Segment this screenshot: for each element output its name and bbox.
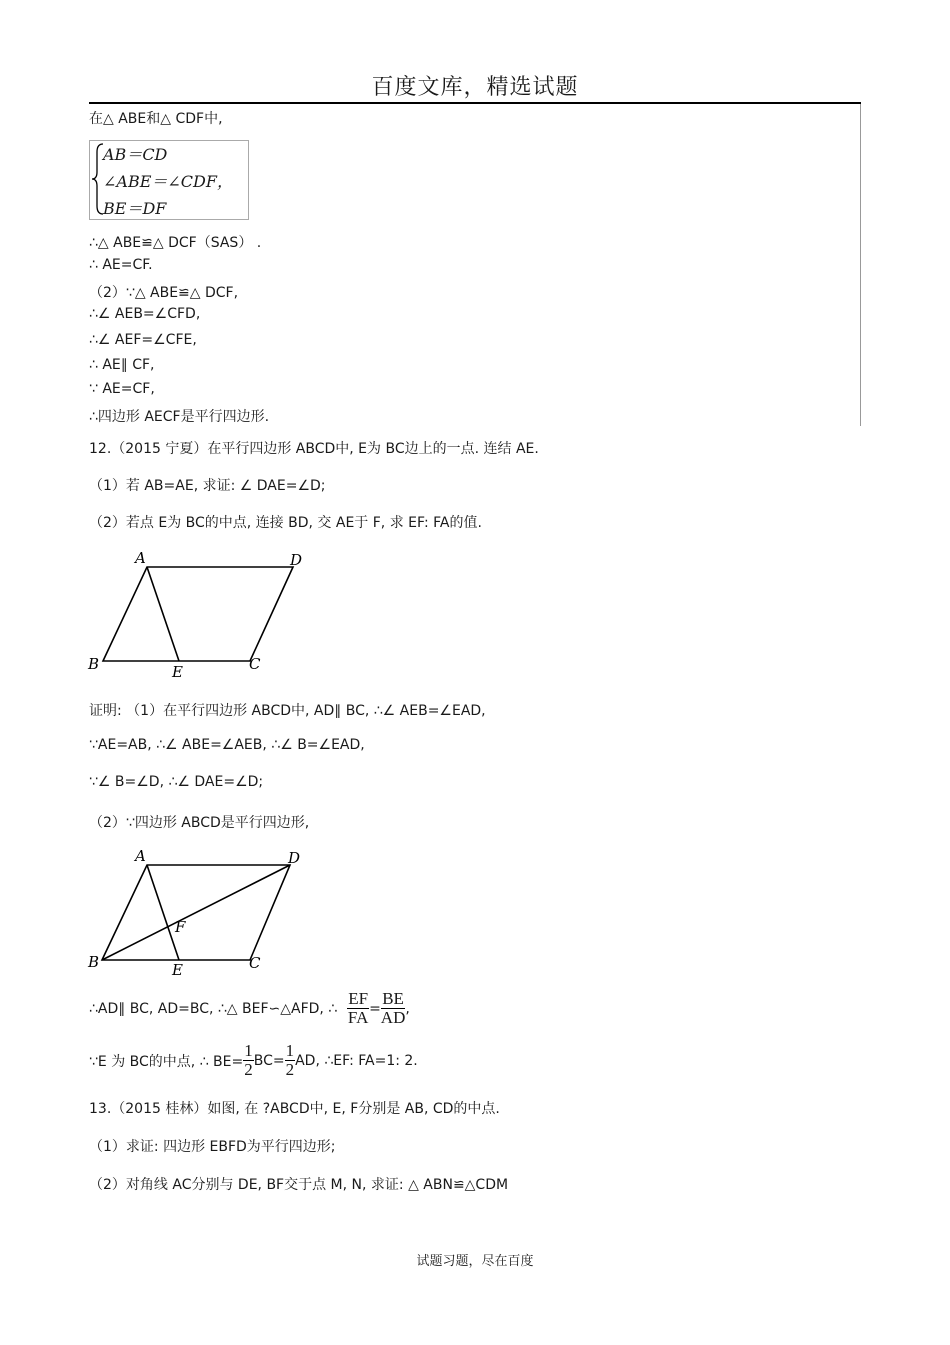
q12-stem: 12.（2015 宁夏）在平行四边形 ABCD中, E为 BC边上的一点. 连结 AE. xyxy=(89,441,539,457)
system-equation-1: AB＝CD xyxy=(103,145,168,164)
label-a: A xyxy=(135,847,146,865)
label-b: B xyxy=(88,953,100,971)
q12-solution-3: ∵∠ B=∠D, ∴∠ DAE=∠D; xyxy=(89,774,264,790)
q12-part-1: （1）若 AB=AE, 求证: ∠ DAE=∠D; xyxy=(89,478,326,494)
proof-line-5: ∴∠ AEF=∠CFE, xyxy=(89,332,197,348)
q13-part-2: （2）对角线 AC分别与 DE, BF交于点 M, N, 求证: △ ABN≌△CDM xyxy=(89,1177,509,1193)
q12-part-2: （2）若点 E为 BC的中点, 连接 BD, 交 AE于 F, 求 EF: FA的值. xyxy=(89,515,482,531)
parallelogram-abcd xyxy=(103,567,293,661)
page-footer: 试题习题，尽在百度 xyxy=(416,1254,534,1269)
page-header-title: 百度文库，精选试题 xyxy=(371,75,579,100)
q12-solution-1: 证明: （1）在平行四边形 ABCD中, AD∥ BC, ∴∠ AEB=∠EAD, xyxy=(89,703,486,719)
solution-6-end: AD, ∴EF: FA=1: 2. xyxy=(295,1052,418,1069)
segment-bd xyxy=(102,865,290,960)
label-c: C xyxy=(249,954,261,972)
label-f: F xyxy=(175,918,186,936)
fraction-ef-fa xyxy=(347,990,369,1027)
label-e: E xyxy=(172,961,183,979)
system-equation-2: ∠ABE＝∠CDF， xyxy=(103,172,233,191)
proof-line-3: （2）∵△ ABE≌△ DCF, xyxy=(89,285,239,301)
fraction-numerator: BE xyxy=(382,989,404,1008)
fraction-numerator: EF xyxy=(348,989,369,1008)
label-e: E xyxy=(172,663,183,680)
proof-line-7: ∵ AE=CF, xyxy=(89,381,155,397)
q12-figure-2 xyxy=(85,845,315,980)
label-c: C xyxy=(249,655,261,673)
solution-6-text: ∵E 为 BC的中点, ∴ BE= xyxy=(89,1053,244,1070)
q13-part-1: （1）求证: 四边形 EBFD为平行四边形; xyxy=(89,1139,336,1155)
label-a: A xyxy=(135,549,146,567)
q13-stem: 13.（2015 桂林）如图, 在 ?ABCD中, E, F分别是 AB, CD的中点. xyxy=(89,1101,500,1117)
fraction-numerator: 1 xyxy=(285,1041,295,1060)
q12-solution-4: （2）∵四边形 ABCD是平行四边形, xyxy=(89,815,310,831)
proof-line-6: ∴ AE∥ CF, xyxy=(89,357,155,373)
label-d: D xyxy=(288,849,301,867)
box-right-border xyxy=(860,104,861,426)
header-rule xyxy=(89,102,861,104)
proof-line-4: ∴∠ AEB=∠CFD, xyxy=(89,306,201,322)
fraction-denominator: 2 xyxy=(285,1060,295,1079)
q12-figure-1 xyxy=(85,545,315,680)
fraction-denominator: FA xyxy=(347,1008,369,1027)
proof-line-8: ∴四边形 AECF是平行四边形. xyxy=(89,409,270,425)
fraction-be-ad xyxy=(381,990,406,1027)
proof-line-2: ∴ AE=CF. xyxy=(89,257,153,273)
label-b: B xyxy=(88,655,100,673)
proof-line-1: ∴△ ABE≌△ DCF（SAS） . xyxy=(89,235,262,251)
fraction-one-half xyxy=(285,1042,296,1079)
system-equation-3: BE＝DF xyxy=(103,199,167,218)
fraction-denominator: AD xyxy=(380,1008,406,1027)
trailing-comma: , xyxy=(405,1000,410,1017)
q12-solution-6 xyxy=(89,1042,418,1079)
segment-ae xyxy=(147,865,179,960)
equals-sign: = xyxy=(369,1000,381,1017)
solution-6-mid: BC= xyxy=(253,1052,285,1069)
fraction-numerator: 1 xyxy=(244,1041,253,1060)
fraction-one-half xyxy=(243,1042,254,1079)
label-d: D xyxy=(290,551,303,569)
q12-solution-2: ∵AE=AB, ∴∠ ABE=∠AEB, ∴∠ B=∠EAD, xyxy=(89,737,365,753)
proof-intro: 在△ ABE和△ CDF中, xyxy=(89,111,223,127)
solution-5-text: ∴AD∥ BC, AD=BC, ∴△ BEF∽△AFD, ∴ xyxy=(89,1000,338,1017)
q12-solution-5 xyxy=(89,990,410,1027)
segment-ae xyxy=(147,567,179,661)
fraction-denominator: 2 xyxy=(244,1060,253,1079)
